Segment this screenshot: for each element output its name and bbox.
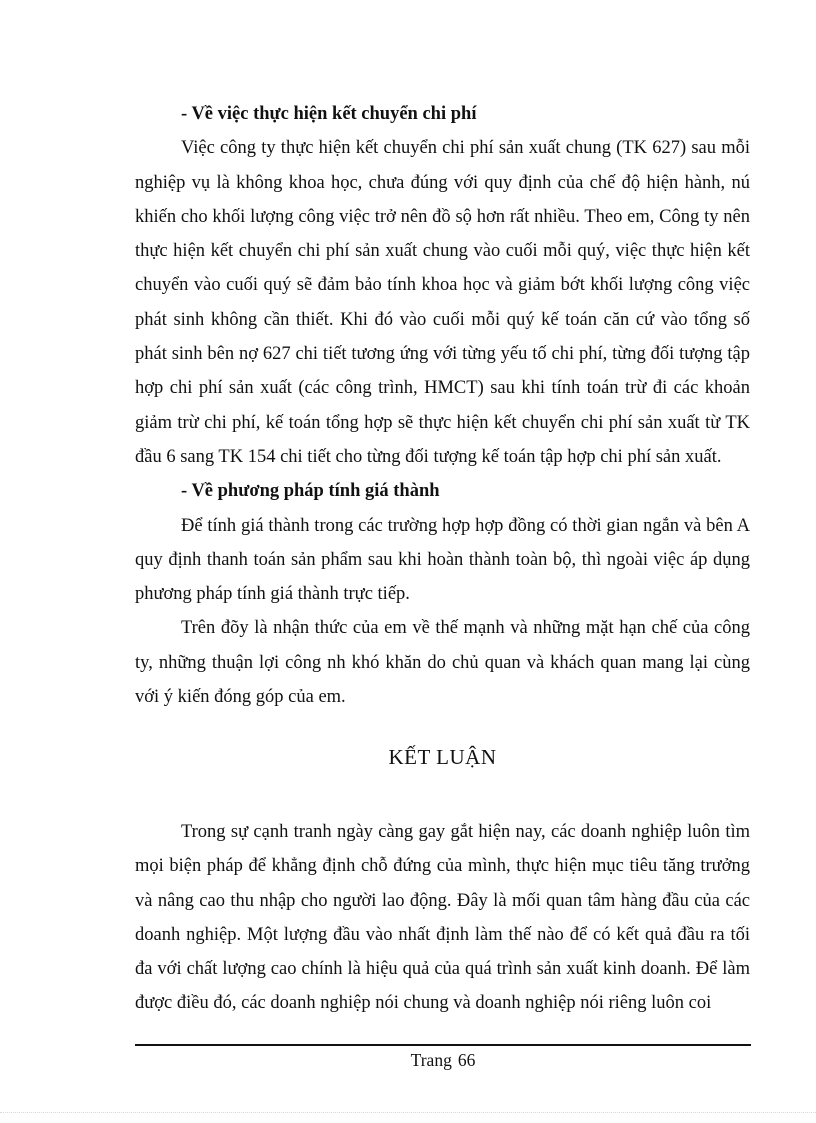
page-number-value: 66 [457,1050,476,1070]
paragraph-cost-transfer: Việc công ty thực hiện kết chuyển chi phí sản xuất chung (TK 627) sau mỗi nghiệp vụ là không khoa học, chưa đúng với quy định của chế độ hiện hành, nú khiến cho khối lượng công việc trở nên đồ sộ hơn rất nhiều. Theo em, Công ty nên thực hiện kết chuyển chi phí sản xuất chung vào cuối mỗi quý, việc thực hiện kết chuyển vào cuối quý sẽ đảm bảo tính khoa học và giảm bớt khối lượng công việc phát sinh không cần thiết. Khi đó vào cuối mỗi quý kế toán căn cứ vào tổng số phát sinh bên nợ 627 chi tiết tương ứng với từng yếu tố chi phí, từng đối tượng tập hợp chi phí sản xuất (các công trình, HMCT) sau khi tính toán trừ đi các khoản giảm trừ chi phí, kế toán tổng hợp sẽ thực hiện kết chuyển chi phí sản xuất từ TK đầu 6 sang TK 154 chi tiết cho từng đối tượng kế toán tập hợp chi phí sản xuất. [135,138,750,467]
page-bottom-border [0,1112,816,1113]
page-label: Trang [410,1050,452,1070]
footer-rule [135,1044,751,1046]
paragraph-conclusion: Trong sự cạnh tranh ngày càng gay gắt hiện nay, các doanh nghiệp luôn tìm mọi biện pháp để khẳng định chỗ đứng của mình, thực hiện mục tiêu tăng trưởng và nâng cao thu nhập cho người lao động. Đây là mối quan tâm hàng đầu của các doanh nghiệp. Một lượng đầu vào nhất định làm thế nào để có kết quả đầu ra tối đa với chất lượng cao chính là hiệu quả của quá trình sản xuất kinh doanh. Để làm được điều đó, các doanh nghiệp nói chung và doanh nghiệp nói riêng luôn coi [135,822,750,1014]
paragraph-summary: Trên đõy là nhận thức của em về thế mạnh và những mặt hạn chế của công ty, những thuận lợi công nh khó khăn do chủ quan và khách quan mang lại cùng với ý kiến đóng góp của em. [135,618,750,708]
page-number [135,1050,751,1071]
paragraph-costing-method: Để tính giá thành trong các trường hợp hợp đồng có thời gian ngắn và bên A quy định thanh toán sản phẩm sau khi hoàn thành toàn bộ, thì ngoài việc áp dụng phương pháp tính giá thành trực tiếp. [135,515,750,605]
conclusion-body [135,815,750,1021]
section-heading-costing-method: - Về phương pháp tính giá thành [181,481,440,502]
body-text [135,97,750,714]
conclusion-title: KẾT LUẬN [388,745,497,769]
section-heading-cost-transfer: - Về việc thực hiện kết chuyển chi phí [181,104,477,124]
